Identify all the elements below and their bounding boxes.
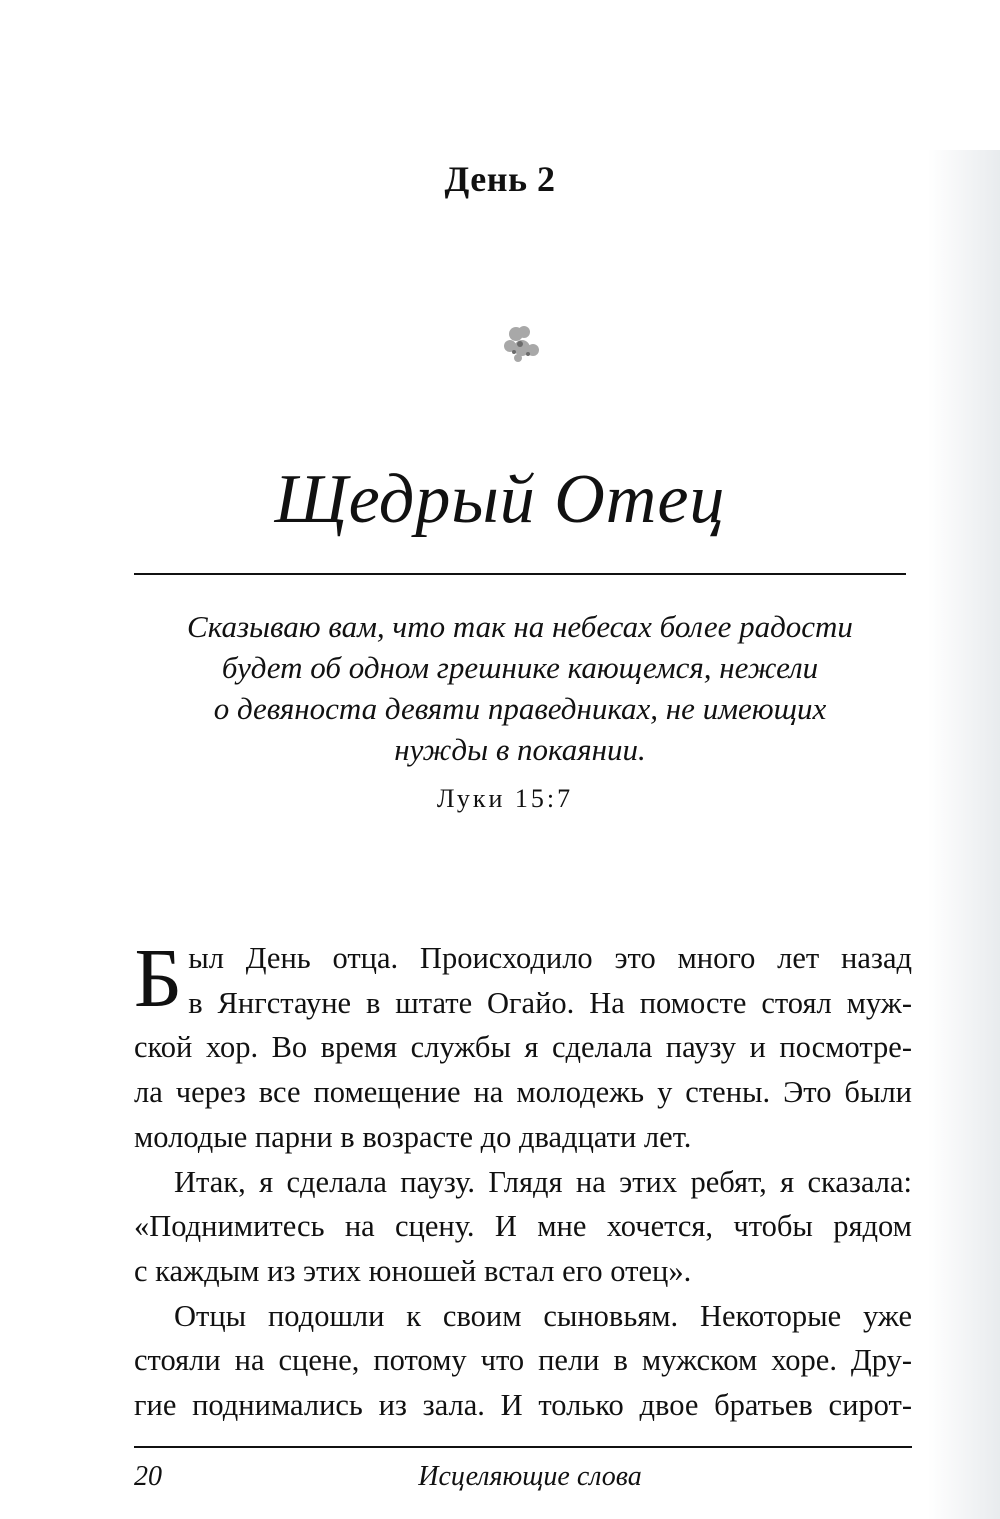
paragraph [134, 1160, 912, 1294]
body-text [134, 932, 912, 1428]
page-number: 20 [134, 1461, 162, 1492]
epigraph [150, 606, 890, 770]
epigraph-line: нужды в покаянии. [394, 732, 646, 767]
text-line: ла через все помещение на молодежь у стены. Это были [134, 1075, 912, 1110]
paragraph [134, 1294, 912, 1428]
text-line: в Янгстауне в штате Огайо. На помосте стоял муж- [188, 985, 912, 1020]
epigraph-reference: Луки 15:7 [436, 784, 574, 813]
title-divider [134, 573, 906, 575]
text-line: Отцы подошли к своим сыновьям. Некоторые уже [174, 1298, 912, 1333]
text-line: молодые парни в возрасте до двадцати лет. [134, 1119, 692, 1154]
paragraph [134, 932, 912, 1160]
text-line: гие поднимались из зала. И только двое братьев сирот- [134, 1388, 912, 1423]
text-line: «Поднимитесь на сцену. И мне хочется, чтобы рядом [134, 1209, 912, 1244]
text-line: с каждым из этих юношей встал его отец». [134, 1253, 692, 1288]
text-line: стояли на сцене, потому что пели в мужском хоре. Дру- [134, 1343, 912, 1378]
page-edge-shadow [928, 150, 1000, 1519]
epigraph-line: о девяноста девяти праведниках, не имеющих [213, 691, 827, 726]
text-line: ыл День отца. Происходило это много лет назад [188, 941, 912, 975]
chapter-title: Щедрый Отец [274, 461, 726, 538]
flower-ornament-icon [498, 322, 546, 366]
epigraph-line: будет об одном грешнике кающемся, нежели [221, 650, 819, 685]
text-line: ской хор. Во время службы я сделала паузу и посмотре- [134, 1030, 912, 1065]
footer-divider [134, 1446, 912, 1448]
running-title: Исцеляющие слова [418, 1461, 642, 1492]
day-heading: День 2 [444, 159, 556, 199]
text-line: Итак, я сделала паузу. Глядя на этих ребят, я сказала: [174, 1164, 912, 1199]
epigraph-line: Сказываю вам, что так на небесах более радости [187, 609, 853, 644]
drop-cap: Б [134, 932, 183, 1025]
